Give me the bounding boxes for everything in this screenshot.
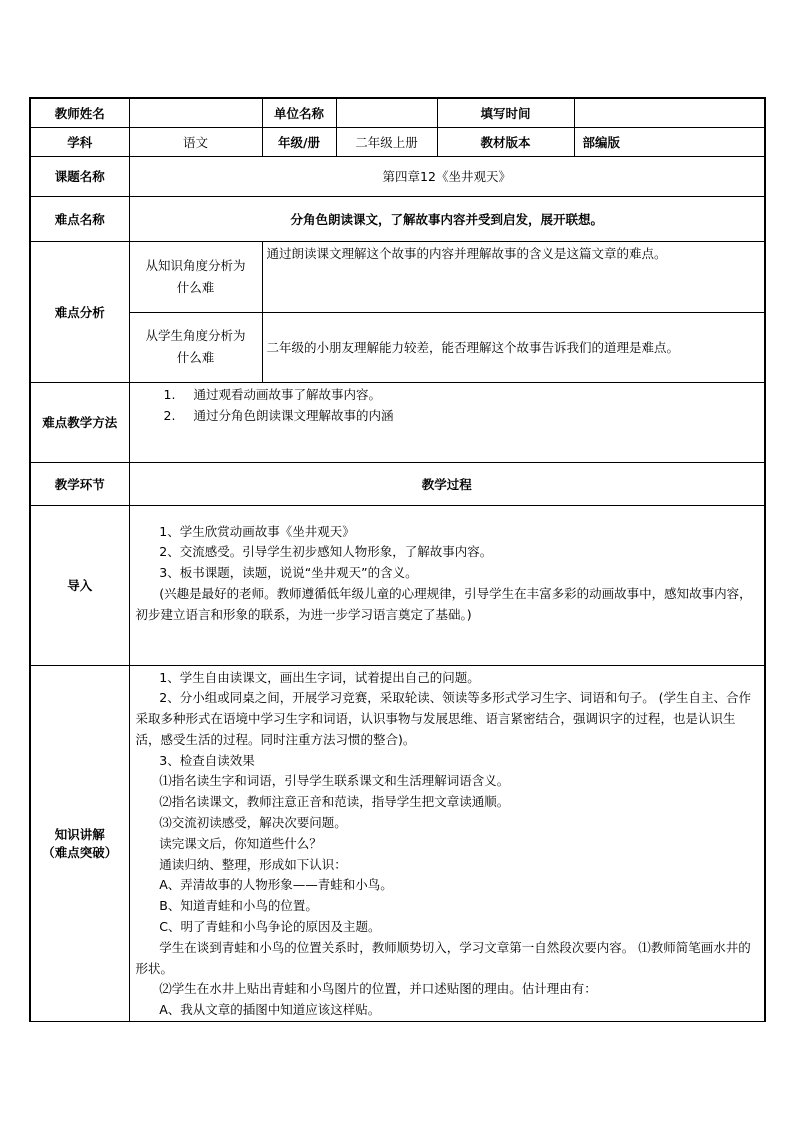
knowledge-line: ⑵学生在水井上贴出青蛙和小鸟图片的位置，并口述贴图的理由。估计理由有： bbox=[159, 981, 597, 997]
process-header-row bbox=[30, 462, 765, 505]
difficulty-row bbox=[30, 196, 765, 241]
edition-label: 教材版本 bbox=[437, 127, 574, 156]
knowledge-angle-value: 通过朗读课文理解这个故事的内容并理解故事的含义是这篇文章的难点。 bbox=[262, 241, 765, 312]
knowledge-line: 2、分小组或同桌之间，开展学习竞赛，采取轮读、领读等多形式学习生字、词语和句子。 (学生自主、合作采取多种形式在语境中学习生字和词语，认识事物与发展思维、语言紧密结合，强调识字的过程，也是认识生活，感受生活的过程。同时注重方法习惯的整合)。 bbox=[135, 690, 752, 747]
teacher-name-value bbox=[129, 98, 262, 127]
student-angle-label: 从学生角度分析为什么难 bbox=[129, 312, 262, 382]
fill-date-value bbox=[574, 98, 765, 127]
intro-line: 3、板书课题，读题，说说“坐井观天”的含义。 bbox=[159, 565, 418, 581]
knowledge-line: A、弄清故事的人物形象——青蛙和小鸟。 bbox=[159, 877, 393, 893]
analysis-row-knowledge bbox=[30, 241, 765, 312]
knowledge-line: 3、检查自读效果 bbox=[159, 752, 255, 768]
header-row bbox=[30, 98, 765, 127]
knowledge-line: ⑶交流初读感受，解决次要问题。 bbox=[159, 815, 347, 831]
subject-row bbox=[30, 127, 765, 156]
method-item: 2. 通过分角色朗读课文理解故事的内涵 bbox=[163, 407, 394, 423]
knowledge-row bbox=[30, 665, 765, 1022]
intro-row bbox=[30, 505, 765, 665]
knowledge-line: 读完课文后，你知道些什么？ bbox=[159, 835, 322, 851]
method-item: 1. 通过观看动画故事了解故事内容。 bbox=[163, 386, 382, 402]
method-list bbox=[134, 384, 761, 426]
knowledge-line: ⑵指名读课文，教师注意正音和范读，指导学生把文章读通顺。 bbox=[159, 794, 510, 810]
process-step-label: 教学环节 bbox=[30, 462, 129, 505]
lesson-row bbox=[30, 156, 765, 196]
method-label: 难点教学方法 bbox=[30, 382, 129, 462]
subject-label: 学科 bbox=[30, 127, 129, 156]
fill-date-label: 填写时间 bbox=[437, 98, 574, 127]
edition-value: 部编版 bbox=[574, 127, 765, 156]
unit-name-label: 单位名称 bbox=[262, 98, 336, 127]
lesson-label: 课题名称 bbox=[30, 156, 129, 196]
method-list-cell bbox=[129, 382, 765, 462]
knowledge-line: C、明了青蛙和小鸟争论的原因及主题。 bbox=[159, 919, 381, 935]
method-row bbox=[30, 382, 765, 462]
intro-line: 2、交流感受。引导学生初步感知人物形象，了解故事内容。 bbox=[159, 544, 493, 560]
grade-value: 二年级上册 bbox=[336, 127, 437, 156]
analysis-row-student bbox=[30, 312, 765, 382]
difficulty-value: 分角色朗读课文，了解故事内容并受到启发，展开联想。 bbox=[129, 196, 765, 241]
difficulty-label: 难点名称 bbox=[30, 196, 129, 241]
intro-label: 导入 bbox=[30, 505, 129, 665]
knowledge-content bbox=[129, 665, 765, 1022]
student-angle-value: 二年级的小朋友理解能力较差，能否理解这个故事告诉我们的道理是难点。 bbox=[262, 312, 765, 382]
knowledge-line: ⑴指名读生字和词语，引导学生联系课文和生活理解词语含义。 bbox=[159, 773, 510, 789]
knowledge-line: 通读归纳、整理，形成如下认识： bbox=[159, 856, 347, 872]
knowledge-line: A、我从文章的插图中知道应该这样贴。 bbox=[159, 1002, 381, 1018]
knowledge-label: 知识讲解 bbox=[54, 827, 105, 843]
knowledge-label-cell bbox=[30, 665, 129, 1022]
knowledge-sublabel: （难点突破） bbox=[42, 845, 118, 861]
lesson-title: 第四章12《坐井观天》 bbox=[129, 156, 765, 196]
analysis-label: 难点分析 bbox=[30, 241, 129, 382]
process-title: 教学过程 bbox=[129, 462, 765, 505]
knowledge-line: B、知道青蛙和小鸟的位置。 bbox=[159, 898, 318, 914]
knowledge-line: 1、学生自由读课文，画出生字词，试着提出自己的问题。 bbox=[159, 669, 480, 685]
intro-content bbox=[129, 505, 765, 665]
knowledge-angle-label: 从知识角度分析为什么难 bbox=[129, 241, 262, 312]
knowledge-line: 学生在谈到青蛙和小鸟的位置关系时，教师顺势切入，学习文章第一自然段次要内容。 ⑴教师简笔画水井的形状。 bbox=[135, 939, 751, 976]
intro-note: (兴趣是最好的老师。教师遵循低年级儿童的心理规律，引导学生在丰富多彩的动画故事中，感知故事内容，初步建立语言和形象的联系，为进一步学习语言奠定了基础。) bbox=[135, 585, 752, 622]
unit-name-value bbox=[336, 98, 437, 127]
intro-line: 1、学生欣赏动画故事《坐井观天》 bbox=[159, 523, 355, 539]
teacher-name-label: 教师姓名 bbox=[30, 98, 129, 127]
grade-label: 年级/册 bbox=[262, 127, 336, 156]
subject-value: 语文 bbox=[129, 127, 262, 156]
lesson-plan-table bbox=[29, 97, 766, 1022]
